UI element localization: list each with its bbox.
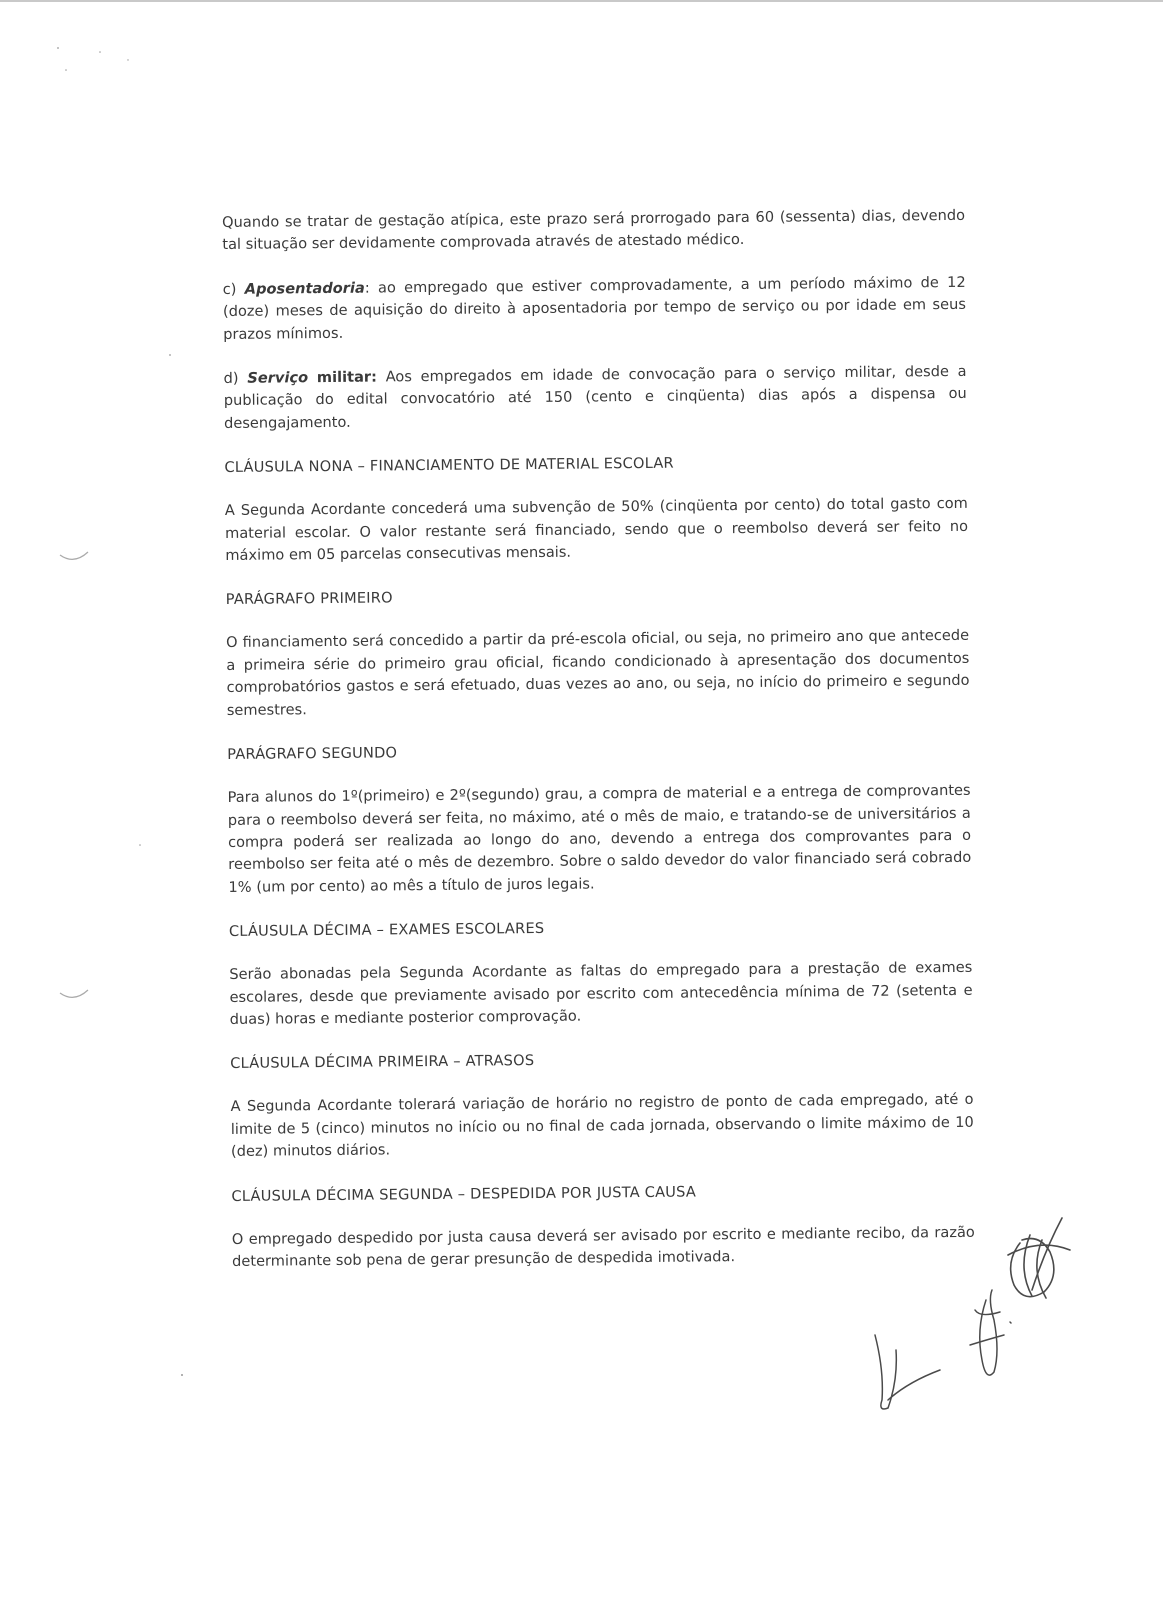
clausula-decima-text: Serão abonadas pela Segunda Acordante as faltas do empregado para a prestação de exames escolares, desde que previamente avisado por escrito com antecedência mínima de 72 (setenta e duas) horas e mediante posterior comprovação.	[229, 958, 973, 1028]
clausula-decima-segunda-text: O empregado despedido por justa causa deverá ser avisado por escrito e mediante recibo, da razão determinante sob pena de gerar presunção de despedida imotivada.	[231, 1223, 975, 1270]
item-d-text: Aos empregados em idade de convocação para o serviço militar, desde a publicação do edital convocatório até 150 (cento e cinqüenta) dias após a dispensa ou desengajamento.	[223, 362, 967, 432]
item-c-prefix: c)	[222, 280, 237, 298]
item-d-prefix: d)	[223, 369, 239, 388]
paragraph-gestacao: Quando se tratar de gestação atípica, este prazo será prorrogado para 60 (sessenta) dias, devendo tal situação ser devidamente comprovada através de atestado médico.	[222, 206, 966, 254]
document-body	[222, 205, 975, 1295]
item-c-term: Aposentadoria	[244, 279, 365, 298]
paragrafo-primeiro-text: O financiamento será concedido a partir da pré-escola oficial, ou seja, no primeiro ano que antecede a primeira série do primeiro grau oficial, ficando condicionado à apresentação dos documentos comprobatórios gastos e será efetuado, duas vezes ao ano, ou seja, no início do primeiro e segundo semestres.	[226, 627, 970, 719]
clausula-decima-segunda-title: CLÁUSULA DÉCIMA SEGUNDA – DESPEDIDA POR JUSTA CAUSA	[231, 1183, 697, 1205]
clausula-decima-primeira-text: A Segunda Acordante tolerará variação de horário no registro de ponto de cada empregado, até o limite de 5 (cinco) minutos no início ou no final de cada jornada, observando o limite máximo de 10 (dez) minutos diários.	[230, 1091, 974, 1161]
item-aposentadoria	[223, 272, 967, 346]
item-servico-militar	[223, 361, 967, 435]
clausula-decima-primeira-title: CLÁUSULA DÉCIMA PRIMEIRA – ATRASOS	[230, 1052, 535, 1073]
item-c-text: : ao empregado que estiver comprovadamente, a um período máximo de 12 (doze) meses de aquisição do direito à aposentadoria por tempo de serviço ou por idade em seus prazos mínimos.	[222, 273, 967, 343]
item-d-term: Serviço	[247, 369, 309, 387]
clausula-decima-title: CLÁUSULA DÉCIMA – EXAMES ESCOLARES	[228, 920, 545, 941]
signature-bottom	[875, 1290, 1011, 1409]
paragrafo-segundo-title: PARÁGRAFO SEGUNDO	[227, 744, 398, 764]
clausula-nona-text: A Segunda Acordante concederá uma subvenção de 50% (cinqüenta por cento) do total gasto com material escolar. O valor restante será financiado, sendo que o reembolso deverá ser feito no máximo em 05 parcelas consecutivas mensais.	[224, 495, 969, 565]
paragrafo-segundo-text: Para alunos do 1º(primeiro) e 2º(segundo) grau, a compra de material e a entrega de comprovantes para o reembolso deverá ser feita, no máximo, até o mês de maio, e tratando-se de universitários a compra poderá ser realizada ao longo do ano, devendo a entrega dos comprovantes para o reembolso ser feita até o mês de dezembro. Sobre o saldo devedor do valor financiado será cobrado 1% (um por cento) ao mês a título de juros legais.	[227, 781, 972, 896]
paragrafo-primeiro-title: PARÁGRAFO PRIMEIRO	[225, 589, 393, 609]
item-d-term2: militar:	[316, 368, 378, 387]
clausula-nona-title: CLÁUSULA NONA – FINANCIAMENTO DE MATERIAL ESCOLAR	[224, 454, 674, 477]
signature-right-top	[1008, 1218, 1070, 1298]
